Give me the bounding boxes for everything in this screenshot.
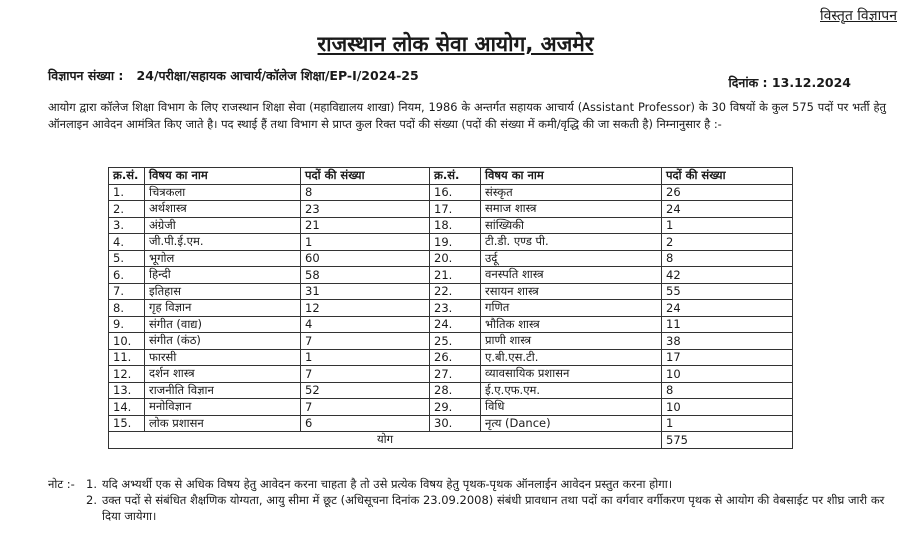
table-row (109, 234, 793, 251)
serial-cell: 7. (109, 283, 145, 300)
table-row (109, 415, 793, 432)
header-serial: क्र.सं. (109, 168, 145, 185)
posts-cell: 24 (662, 201, 793, 218)
table-row (109, 333, 793, 350)
serial-cell: 11. (109, 349, 145, 366)
serial-cell: 28. (430, 382, 481, 399)
reference-value: 24/परीक्षा/सहायक आचार्य/कॉलेज शिक्षा/EP-I/2024-25 (136, 68, 419, 83)
serial-cell: 2. (109, 201, 145, 218)
table-row (109, 250, 793, 267)
posts-cell: 8 (662, 382, 793, 399)
header-subject: विषय का नाम (481, 168, 662, 185)
subject-cell: ई.ए.एफ.एम. (481, 382, 662, 399)
serial-cell: 22. (430, 283, 481, 300)
serial-cell: 25. (430, 333, 481, 350)
note-item (48, 476, 898, 492)
subject-cell: अंग्रेजी (145, 217, 301, 234)
subject-cell: समाज शास्त्र (481, 201, 662, 218)
subject-cell: चित्रकला (145, 184, 301, 201)
note-text: यदि अभ्यर्थी एक से अधिक विषय हेतु आवेदन करना चाहता है तो उसे प्रत्येक विषय हेतु पृथक-पृथक ऑनलाईन आवेदन प्रस्तुत करना होगा। (102, 477, 673, 491)
advertisement-date (729, 74, 851, 91)
table-header-row (109, 168, 793, 185)
serial-cell: 20. (430, 250, 481, 267)
subject-cell: हिन्दी (145, 267, 301, 284)
subject-cell: प्राणी शास्त्र (481, 333, 662, 350)
subject-cell: संगीत (कंठ) (145, 333, 301, 350)
serial-cell: 21. (430, 267, 481, 284)
posts-cell: 58 (301, 267, 430, 284)
table-row (109, 316, 793, 333)
serial-cell: 18. (430, 217, 481, 234)
posts-cell: 8 (301, 184, 430, 201)
posts-cell: 1 (301, 349, 430, 366)
intro-paragraph: आयोग द्वारा कॉलेज शिक्षा विभाग के लिए राजस्थान शिक्षा सेवा (महाविद्यालय शाखा) नियम, 1986 के अन्तर्गत सहायक आचार्य (Assistant Professor) के 30 विषयों के कुल 575 पदों पर भर्ती हेतु ऑनलाइन आवेदन आमंत्रित किए जाते है। पद स्थाई हैं तथा विभाग से प्राप्त कुल रिक्त पदों की संख्या (पदों की संख्या में कमी/वृद्धि की जा सकती है) निम्नानुसार है :- (48, 100, 886, 131)
note-item (48, 492, 898, 524)
header-serial: क्र.सं. (430, 168, 481, 185)
serial-cell: 27. (430, 366, 481, 383)
serial-cell: 23. (430, 300, 481, 317)
note-number: 1. (86, 477, 97, 491)
subject-cell: भूगोल (145, 250, 301, 267)
total-value: 575 (662, 432, 793, 449)
table-row (109, 399, 793, 416)
serial-cell: 15. (109, 415, 145, 432)
posts-cell: 1 (662, 415, 793, 432)
subject-cell: ए.बी.एस.टी. (481, 349, 662, 366)
note-number: 2. (86, 493, 97, 507)
serial-cell: 9. (109, 316, 145, 333)
serial-cell: 30. (430, 415, 481, 432)
subject-cell: सांख्यिकी (481, 217, 662, 234)
posts-cell: 10 (662, 399, 793, 416)
serial-cell: 24. (430, 316, 481, 333)
table-row (109, 300, 793, 317)
serial-cell: 3. (109, 217, 145, 234)
subject-cell: संस्कृत (481, 184, 662, 201)
serial-cell: 1. (109, 184, 145, 201)
posts-cell: 6 (301, 415, 430, 432)
subject-cell: गणित (481, 300, 662, 317)
header-posts: पदों की संख्या (662, 168, 793, 185)
posts-cell: 55 (662, 283, 793, 300)
date-label: दिनांक : (728, 75, 768, 90)
serial-cell: 5. (109, 250, 145, 267)
posts-cell: 2 (662, 234, 793, 251)
subject-cell: संगीत (वाद्य) (145, 316, 301, 333)
subject-cell: टी.डी. एण्ड पी. (481, 234, 662, 251)
document-title (0, 30, 911, 58)
note-text: उक्त पदों से संबंधित शैक्षणिक योग्यता, आयु सीमा में छूट (अधिसूचना दिनांक 23.09.2008) संबंधी प्रावधान तथा पदों का वर्गवार वर्गीकरण पृथक से आयोग की वेबसाईट पर शीघ्र जारी कर दिया जायेगा। (102, 493, 885, 523)
table-row (109, 184, 793, 201)
table-row (109, 382, 793, 399)
posts-cell: 8 (662, 250, 793, 267)
subject-cell: वनस्पति शास्त्र (481, 267, 662, 284)
commission-name: राजस्थान लोक सेवा आयोग, अजमेर (317, 32, 594, 56)
serial-cell: 17. (430, 201, 481, 218)
serial-cell: 12. (109, 366, 145, 383)
serial-cell: 19. (430, 234, 481, 251)
subject-cell: नृत्य (Dance) (481, 415, 662, 432)
table-row (109, 267, 793, 284)
serial-cell: 14. (109, 399, 145, 416)
total-label: योग (109, 432, 662, 449)
serial-cell: 10. (109, 333, 145, 350)
posts-cell: 17 (662, 349, 793, 366)
subject-cell: फारसी (145, 349, 301, 366)
subject-cell: मनोविज्ञान (145, 399, 301, 416)
advertisement-reference (48, 67, 419, 84)
posts-cell: 26 (662, 184, 793, 201)
posts-cell: 31 (301, 283, 430, 300)
serial-cell: 4. (109, 234, 145, 251)
subject-cell: इतिहास (145, 283, 301, 300)
subject-cell: जी.पी.ई.एम. (145, 234, 301, 251)
posts-cell: 1 (301, 234, 430, 251)
header-subject: विषय का नाम (145, 168, 301, 185)
posts-cell: 10 (662, 366, 793, 383)
subject-cell: गृह विज्ञान (145, 300, 301, 317)
posts-cell: 7 (301, 333, 430, 350)
posts-cell: 12 (301, 300, 430, 317)
advertisement-type-label: विस्तृत विज्ञापन (820, 8, 897, 24)
table-row (109, 366, 793, 383)
subject-cell: रसायन शास्त्र (481, 283, 662, 300)
table-total-row (109, 432, 793, 449)
posts-cell: 4 (301, 316, 430, 333)
posts-cell: 60 (301, 250, 430, 267)
serial-cell: 8. (109, 300, 145, 317)
serial-cell: 13. (109, 382, 145, 399)
table-row (109, 217, 793, 234)
serial-cell: 29. (430, 399, 481, 416)
table-row (109, 349, 793, 366)
posts-cell: 7 (301, 366, 430, 383)
notes-section (48, 476, 898, 524)
serial-cell: 16. (430, 184, 481, 201)
subject-cell: अर्थशास्त्र (145, 201, 301, 218)
subject-cell: विधि (481, 399, 662, 416)
serial-cell: 26. (430, 349, 481, 366)
subject-cell: भौतिक शास्त्र (481, 316, 662, 333)
vacancy-table (108, 167, 793, 449)
posts-cell: 23 (301, 201, 430, 218)
date-value: 13.12.2024 (771, 75, 851, 90)
subject-cell: दर्शन शास्त्र (145, 366, 301, 383)
posts-cell: 11 (662, 316, 793, 333)
table-row (109, 201, 793, 218)
subject-cell: राजनीति विज्ञान (145, 382, 301, 399)
posts-cell: 24 (662, 300, 793, 317)
table-row (109, 283, 793, 300)
header-posts: पदों की संख्या (301, 168, 430, 185)
notes-lead: नोट :- (48, 477, 75, 491)
subject-cell: लोक प्रशासन (145, 415, 301, 432)
posts-cell: 21 (301, 217, 430, 234)
serial-cell: 6. (109, 267, 145, 284)
posts-cell: 42 (662, 267, 793, 284)
subject-cell: उर्दू (481, 250, 662, 267)
subject-cell: व्यावसायिक प्रशासन (481, 366, 662, 383)
posts-cell: 52 (301, 382, 430, 399)
posts-cell: 7 (301, 399, 430, 416)
table-body (109, 184, 793, 432)
reference-label: विज्ञापन संख्या : (48, 68, 124, 83)
posts-cell: 1 (662, 217, 793, 234)
posts-cell: 38 (662, 333, 793, 350)
